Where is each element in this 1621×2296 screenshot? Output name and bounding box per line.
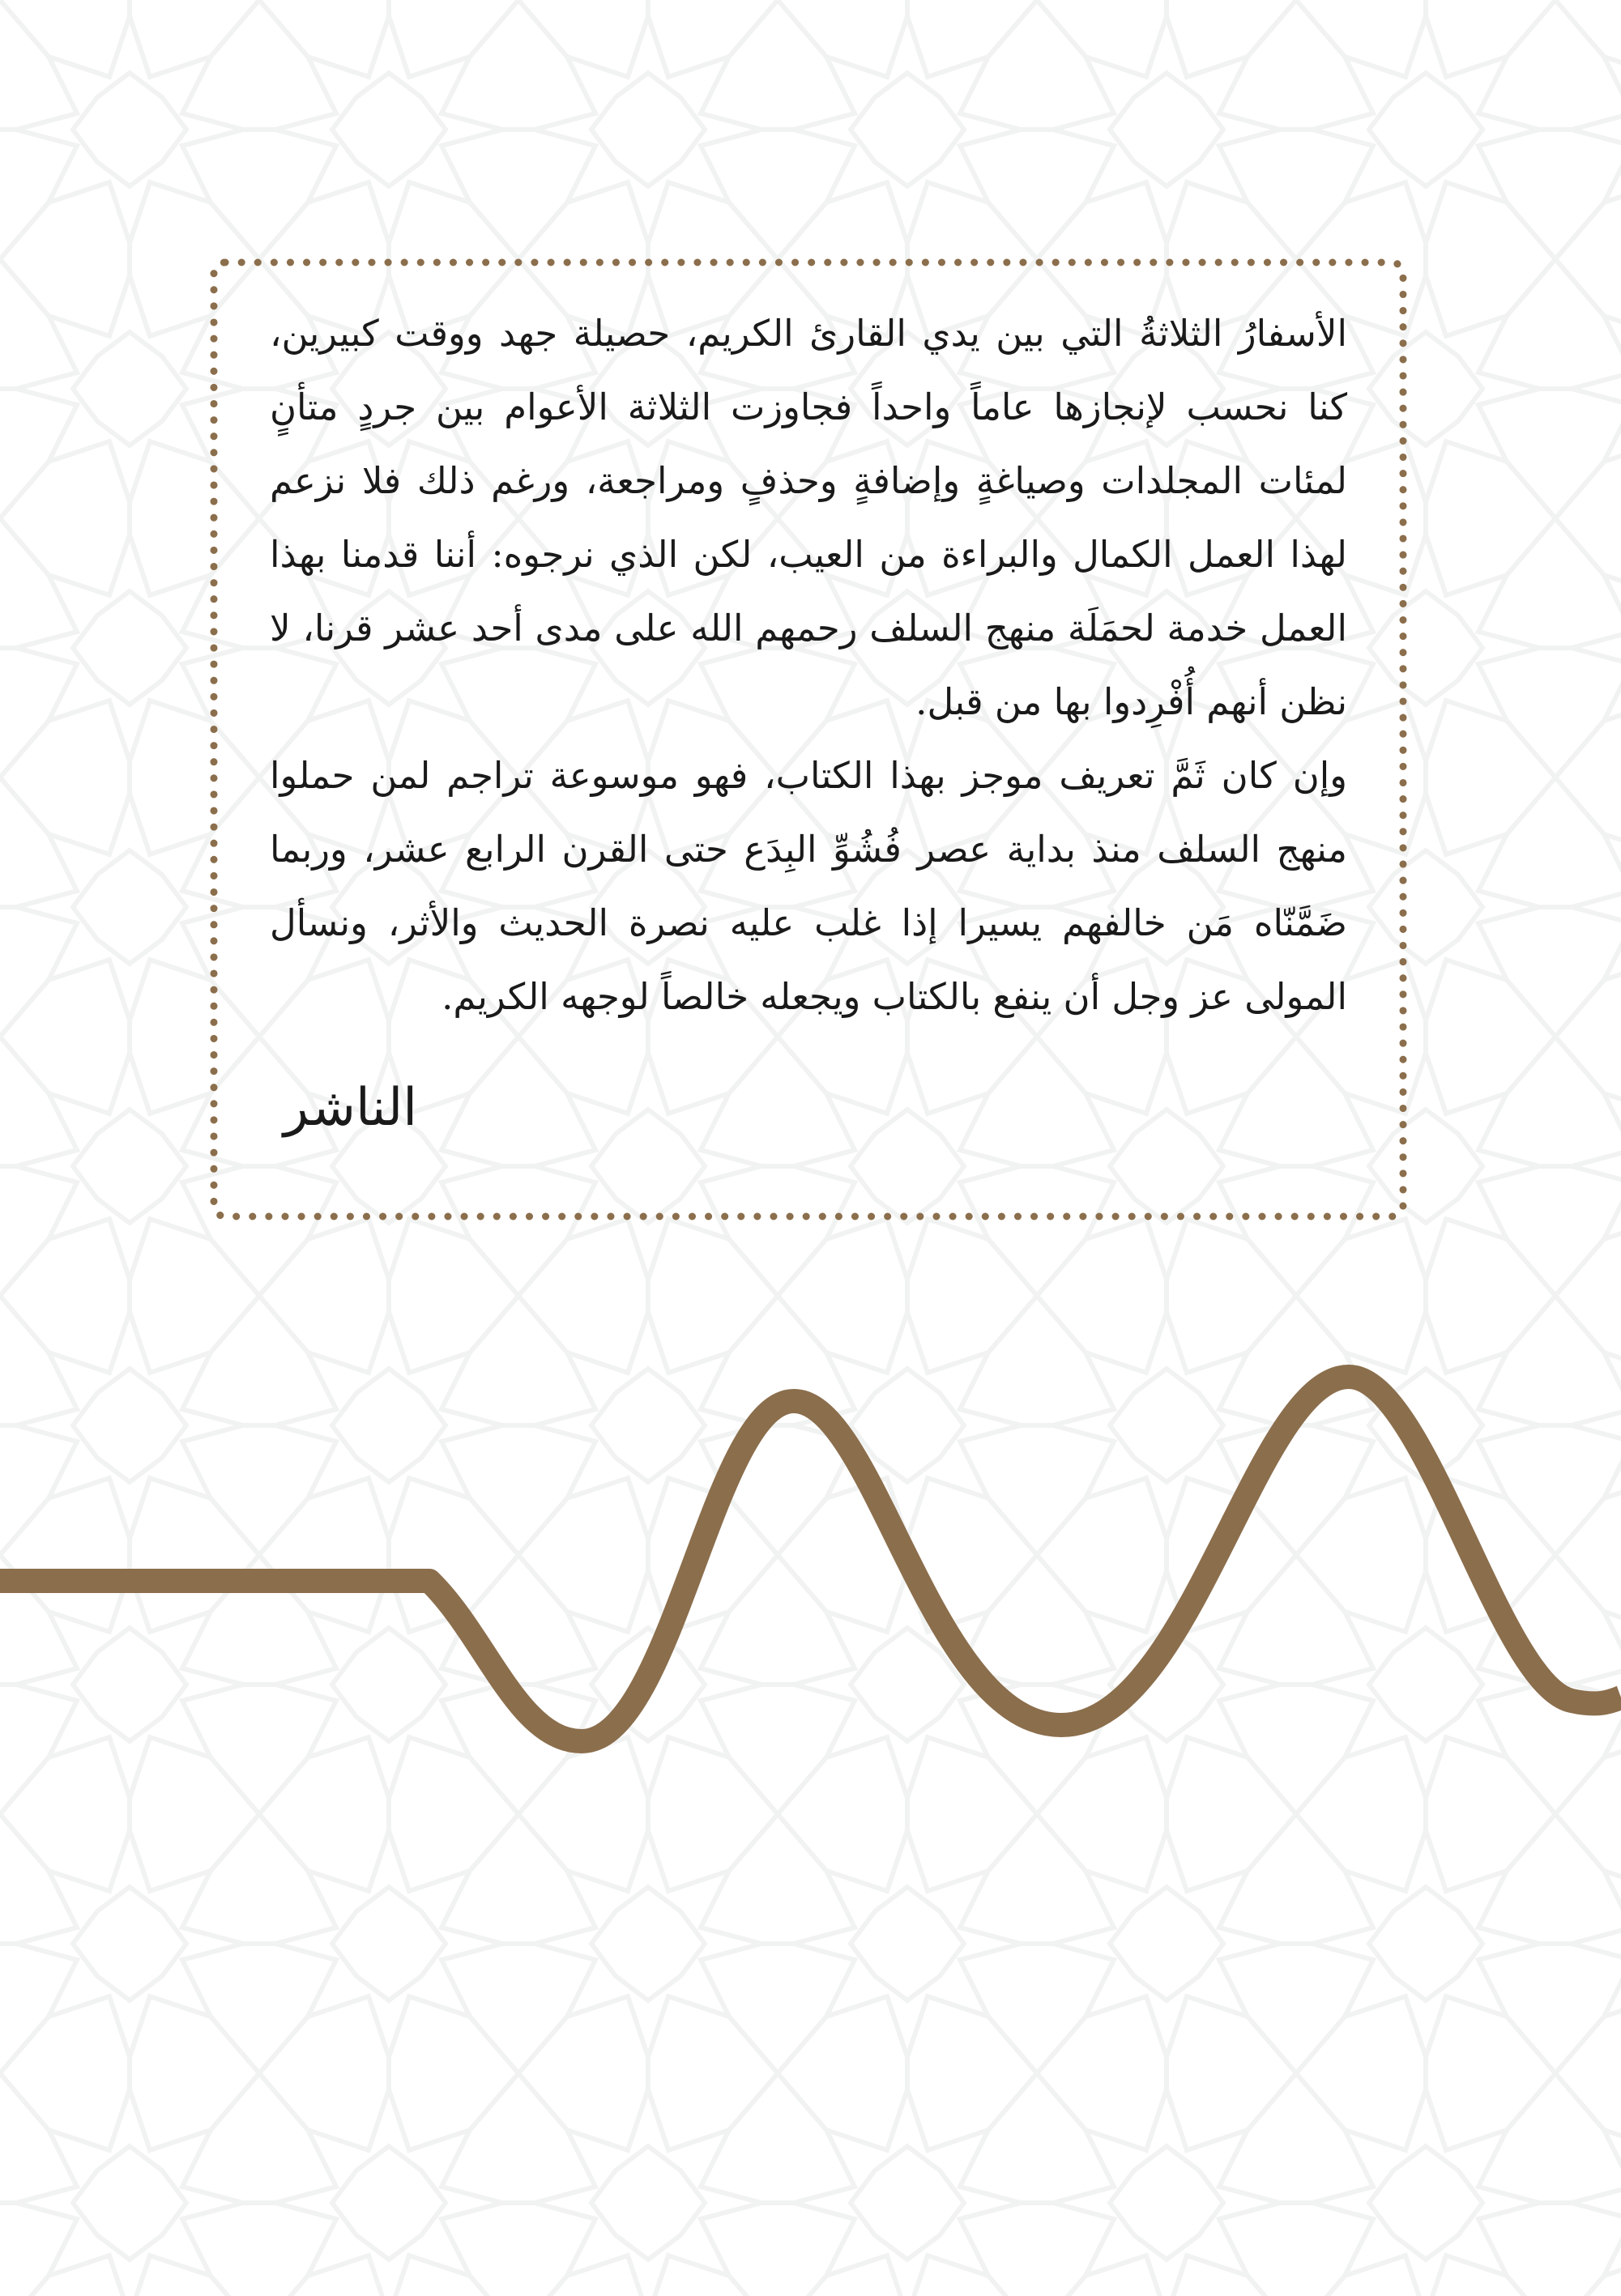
preface-text: [270, 296, 1347, 1033]
preface-paragraph-2: وإن كان ثَمَّ تعريف موجز بهذا الكتاب، فهو موسوعة تراجم لمن حملوا منهج السلف منذ بداية عصر فُشُوِّ البِدَع حتى القرن الرابع عشر، وربما ضَمَّنّاه مَن خالفهم يسيرا إذا غلب عليه نصرة الحديث والأثر، ونسأل المولى عز وجل أن ينفع بالكتاب ويجعله خالصاً لوجهه الكريم.: [270, 754, 1347, 1018]
publisher-signature: الناشر: [284, 1078, 418, 1138]
preface-paragraph-1: الأسفارُ الثلاثةُ التي بين يدي القارئ الكريم، حصيلة جهد ووقت كبيرين، كنا نحسب لإنجازها عاماً واحداً فجاوزت الثلاثة الأعوام بين جردٍ متأنٍ لمئات المجلدات وصياغةٍ وإضافةٍ وحذفٍ ومراجعة، ورغم ذلك فلا نزعم لهذا العمل الكمال والبراءة من العيب، لكن الذي نرجوه: أننا قدمنا بهذا العمل خدمة لحمَلَة منهج السلف رحمهم الله على مدى أحد عشر قرنا، لا نظن أنهم أُفْرِدوا بها من قبل.: [270, 312, 1347, 723]
preface-frame: [209, 258, 1408, 1221]
